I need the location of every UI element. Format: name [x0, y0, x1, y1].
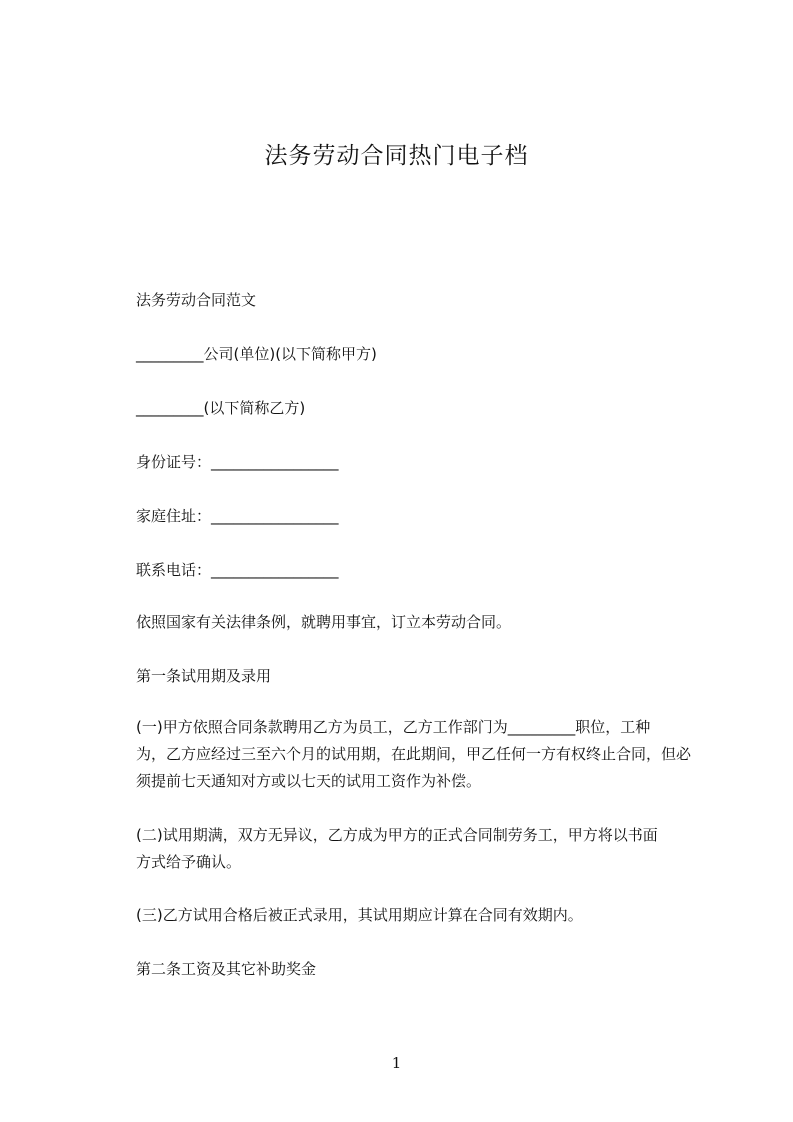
party-b-line: _________(以下简称乙方) — [136, 399, 306, 417]
article-1-heading: 第一条试用期及录用 — [136, 667, 272, 685]
article-2-heading: 第二条工资及其它补助奖金 — [136, 960, 317, 978]
preamble: 依照国家有关法律条例，就聘用事宜，订立本劳动合同。 — [136, 613, 512, 631]
id-number-line: 身份证号：_________________ — [136, 453, 339, 471]
clause-3: (三)乙方试用合格后被正式录用，其试用期应计算在合同有效期内。 — [136, 906, 583, 924]
contract-subtitle: 法务劳动合同范文 — [136, 291, 257, 309]
clause-2-line-1: (二)试用期满，双方无异议，乙方成为甲方的正式合同制劳务工，甲方将以书面 — [136, 826, 658, 844]
document-title: 法务劳动合同热门电子档 — [264, 143, 529, 169]
address-line: 家庭住址：_________________ — [136, 507, 339, 525]
clause-2-line-2: 方式给予确认。 — [136, 853, 242, 871]
clause-1-line-2: 为，乙方应经过三至六个月的试用期，在此期间，甲乙任何一方有权终止合同，但必 — [136, 745, 692, 763]
page-number: 1 — [391, 1054, 402, 1072]
clause-1-line-3: 须提前七天通知对方或以七天的试用工资作为补偿。 — [136, 772, 482, 790]
clause-1-line-1: (一)甲方依照合同条款聘用乙方为员工，乙方工作部门为_________职位，工种 — [136, 718, 651, 736]
party-a-line: _________公司(单位)(以下简称甲方) — [136, 345, 377, 363]
phone-line: 联系电话：_________________ — [136, 561, 339, 579]
